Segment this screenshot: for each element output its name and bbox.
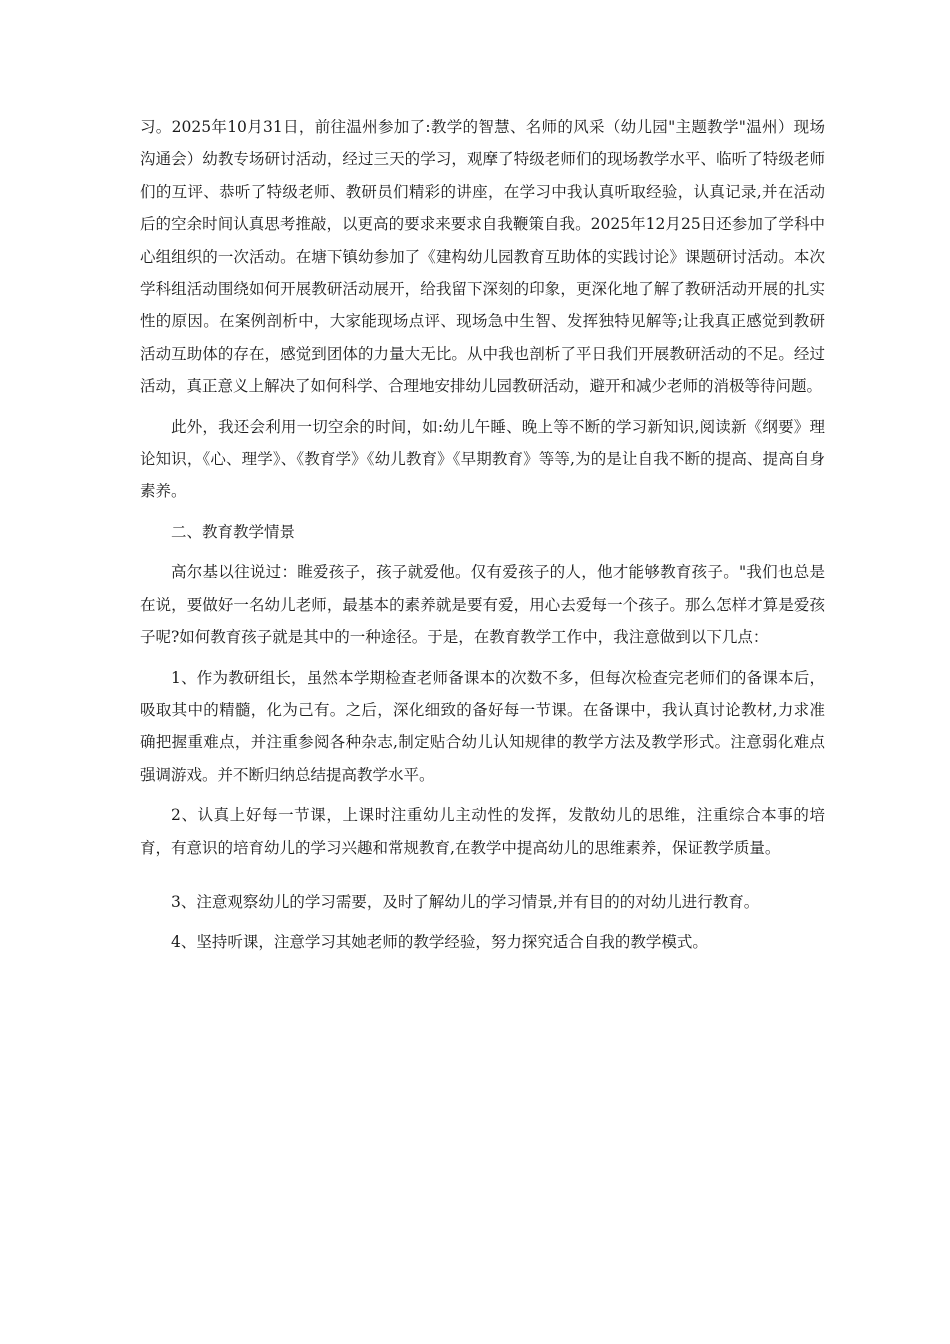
list-item-2: 2、认真上好每一节课，上课时注重幼儿主动性的发挥，发散幼儿的思维，注重综合本事的培育，有意识的培育幼儿的学习兴趣和常规教育,在教学中提高幼儿的思维素养，保证教学质量。 (140, 806, 825, 857)
list-item-4: 4、坚持听课，注意学习其她老师的教学经验，努力探究适合自我的教学模式。 (171, 933, 708, 952)
list-item-1: 1、作为教研组长，虽然本学期检查老师备课本的次数不多，但每次检查完老师们的备课本后，吸取其中的精髓，化为己有。之后，深化细致的备好每一节课。在备课中，我认真讨论教材,力求准确把握重难点，并注重参阅各种杂志,制定贴合幼儿认知规律的教学方法及教学形式。注意弱化难点强调游戏。并不断归纳总结提高教学水平。 (140, 668, 825, 784)
paragraph-gorky-quote: 高尔基以往说过：睢爱孩子，孩子就爱他。仅有爱孩子的人，他才能够教育孩子。"我们也总是在说，要做好一名幼儿老师，最基本的素养就是要有爱，用心去爱每一个孩子。那么怎样才算是爱孩子呢?如何教育孩子就是其中的一种途径。于是，在教育教学工作中，我注意做到以下几点： (140, 563, 825, 647)
paragraph-activities: 习。2025年10月31日，前往温州参加了:教学的智慧、名师的风采（幼儿园"主题教学"温州）现场沟通会）幼教专场研讨活动，经过三天的学习，观摩了特级老师们的现场教学水平、临听了特级老师们的互评、恭听了特级老师、教研员们精彩的讲座，在学习中我认真听取经验，认真记录,并在活动后的空余时间认真思考推敲，以更高的要求来要求自我鞭策自我。2025年12月25日还参加了学科中心组组织的一次活动。在塘下镇幼参加了《建构幼儿园教育互助体的实践讨论》课题研讨活动。本次学科组活动围绕如何开展教研活动展开，给我留下深刻的印象，更深化地了解了教研活动开展的扎实性的原因。在案例剖析中，大家能现场点评、现场急中生智、发挥独特见解等;让我真正感觉到教研活动互助体的存在，感觉到团体的力量大无比。从中我也剖析了平日我们开展教研活动的不足。经过活动，真正意义上解决了如何科学、合理地安排幼儿园教研活动，避开和减少老师的消极等待问题。 (140, 118, 825, 396)
paragraph-self-study: 此外，我还会利用一切空余的时间，如:幼儿午睡、晚上等不断的学习新知识,阅读新《纲要》理论知识，《心、理学》、《教育学》《幼儿教育》《早期教育》等等,为的是让自我不断的提高、提高自身素养。 (140, 417, 825, 501)
document-body (140, 111, 825, 967)
list-item-3: 3、注意观察幼儿的学习需要，及时了解幼儿的学习情景,并有目的的对幼儿进行教育。 (171, 892, 760, 911)
section-heading-teaching: 二、教育教学情景 (171, 522, 296, 541)
